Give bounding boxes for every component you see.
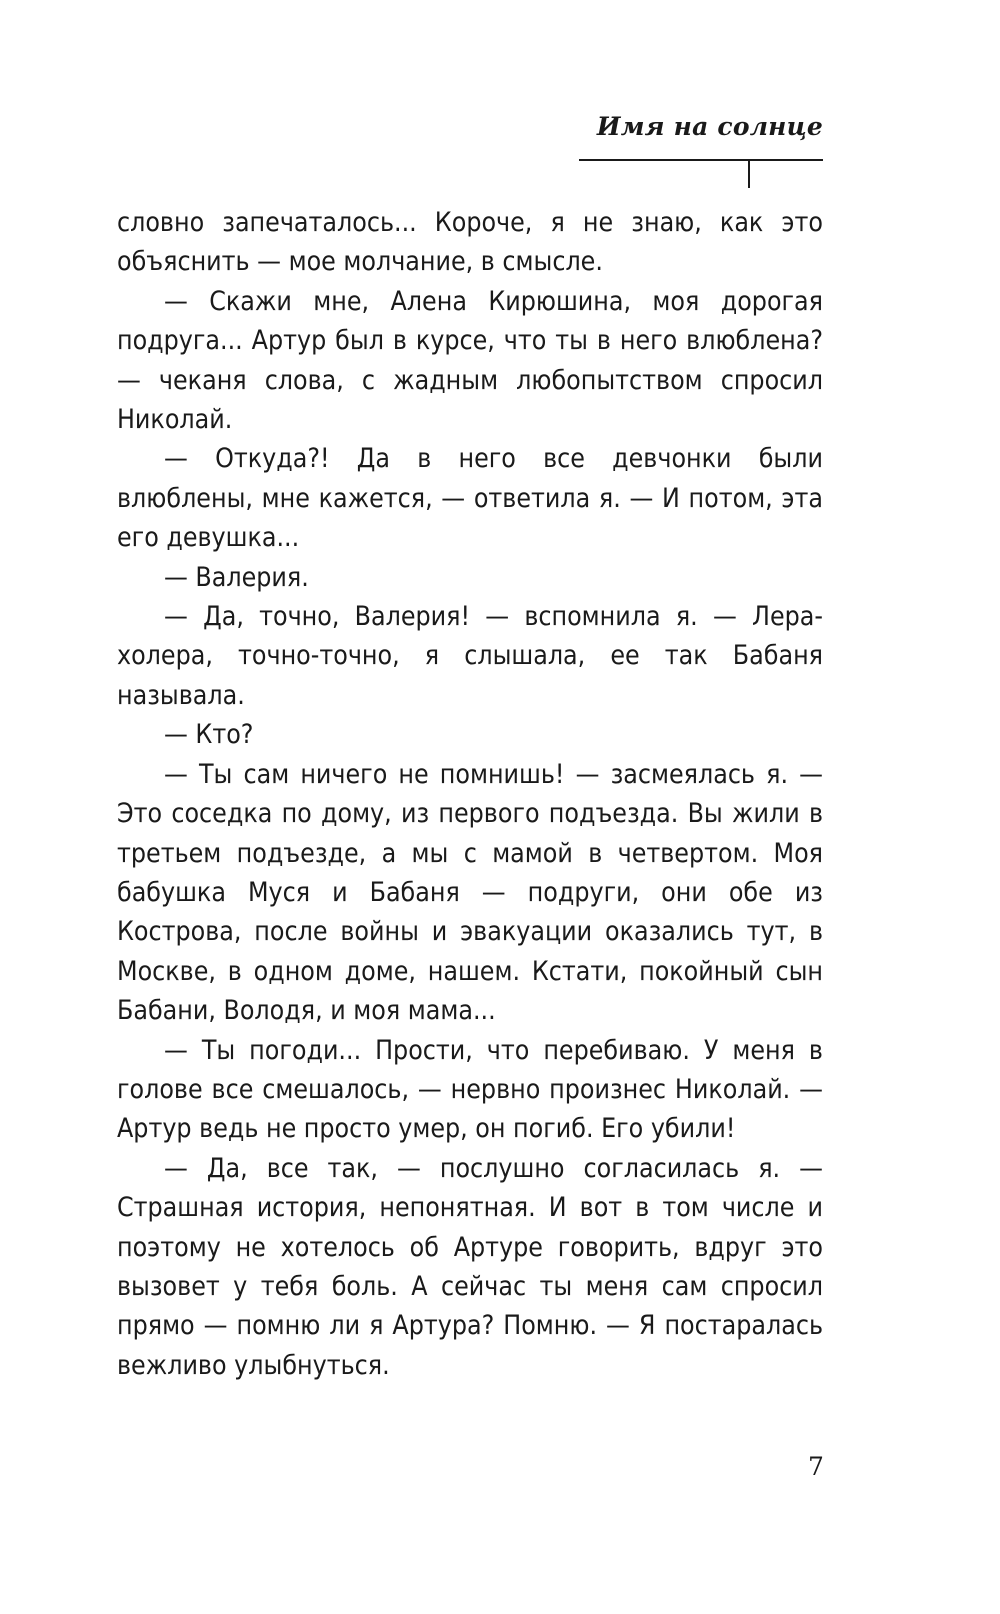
running-title: Имя на солнце [596,112,823,141]
paragraph: — Да, все так, — послушно согласилась я. — Страшная история, непонятная. И вот в том числе и поэтому не хотелось об Артуре говорить, вдруг это вызовет у тебя боль. А сейчас ты меня сам спросил прямо — помню ли я Артура? Помню. — Я постаралась вежливо улыбнуться. [117,1152,823,1381]
paragraph: — Ты погоди... Прости, что перебиваю. У меня в голове все смешалось, — нервно произнес Николай. — Артур ведь не просто умер, он погиб. Его убили! [117,1034,823,1145]
body-text [117,203,823,1385]
paragraph: — Валерия. [164,561,309,593]
paragraph: — Да, точно, Валерия! — вспомнила я. — Лера-холера, точно-точно, я слышала, ее так Бабаня называла. [117,601,823,711]
paragraph: — Откуда?! Да в него все девчонки были влюблены, мне кажется, — ответила я. — И потом, эта его девушка... [117,443,823,554]
paragraph: — Скажи мне, Алена Кирюшина, моя дорогая подруга... Артур был в курсе, что ты в него влюблена? — чеканя слова, с жадным любопытством спросил Николай. [117,285,823,436]
paragraph: — Кто? [164,719,254,751]
paragraph: словно запечаталось... Короче, я не знаю, как это объяснить — мое молчание, в смысле. [117,207,823,278]
page-number: 7 [808,1452,824,1481]
paragraph: — Ты сам ничего не помнишь! — засмеялась я. — Это соседка по дому, из первого подъезда. Вы жили в третьем подъезде, а мы с мамой в четвертом. Моя бабушка Муся и Бабаня — подруги, они обе из Кострова, после войны и эвакуации оказались тут, в Москве, в одном доме, нашем. Кстати, покойный сын Бабани, Володя, и моя мама... [117,758,823,1027]
header-rule [579,159,823,161]
header-rule-tick [748,160,750,188]
